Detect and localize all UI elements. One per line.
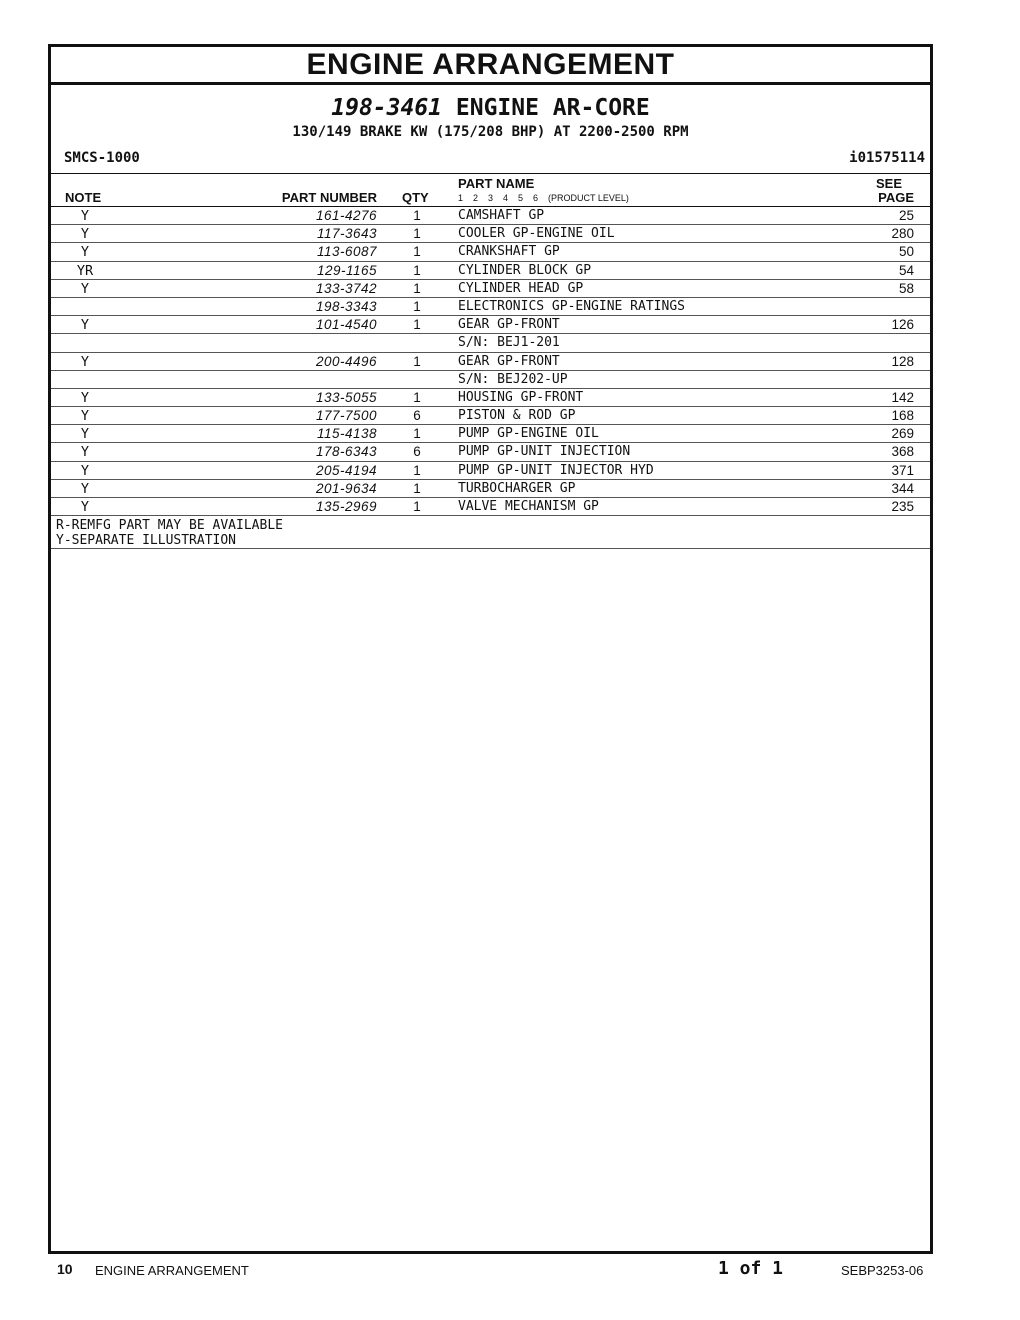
row-part-number: 205-4194 — [315, 462, 377, 478]
row-qty: 1 — [413, 499, 421, 514]
row-see-page: 344 — [891, 480, 914, 496]
row-part-name: TURBOCHARGER GP — [458, 480, 576, 496]
table-row — [51, 407, 930, 425]
row-part-name: GEAR GP-FRONT — [458, 317, 560, 333]
table-row — [51, 207, 930, 225]
row-part-name: CYLINDER HEAD GP — [458, 280, 584, 296]
row-part-number: 117-3643 — [316, 226, 377, 242]
header-qty: QTY — [402, 190, 429, 205]
row-part-number: 115-4138 — [316, 426, 377, 442]
row-part-name: VALVE MECHANISM GP — [458, 499, 599, 514]
table-row — [51, 316, 930, 334]
row-note: Y — [80, 389, 90, 406]
table-row — [51, 243, 930, 261]
row-qty: 1 — [413, 389, 421, 405]
row-qty: 1 — [413, 298, 421, 314]
group-title — [51, 94, 930, 122]
row-qty: 1 — [413, 262, 421, 278]
row-part-number: 177-7500 — [315, 408, 377, 424]
row-part-number: 113-6087 — [316, 244, 377, 260]
row-part-name: HOUSING GP-FRONT — [458, 389, 584, 405]
row-part-name: CAMSHAFT GP — [458, 208, 545, 223]
table-row — [51, 462, 930, 480]
table-header — [51, 174, 930, 207]
row-part-number: 201-9634 — [315, 480, 377, 496]
row-part-number: 133-3742 — [315, 280, 377, 296]
legend-separate-illustration: Y-SEPARATE ILLUSTRATION — [56, 533, 237, 549]
table-row — [51, 498, 930, 516]
row-see-page: 269 — [891, 426, 914, 442]
notes-legend — [51, 516, 930, 549]
row-note: Y — [80, 444, 90, 461]
row-part-number: 133-5055 — [315, 389, 377, 405]
group-name: ENGINE AR-CORE — [442, 95, 650, 121]
smcs-code: SMCS-1000 — [64, 150, 140, 166]
row-part-name: PISTON & ROD GP — [458, 408, 576, 424]
header-page: PAGE — [878, 190, 914, 205]
row-note: Y — [80, 480, 90, 497]
header-note: NOTE — [65, 190, 102, 205]
row-see-page: 25 — [898, 208, 914, 223]
row-note: Y — [80, 208, 90, 224]
table-row — [51, 425, 930, 443]
table-row — [51, 371, 930, 389]
header-part-name: PART NAME — [458, 176, 535, 191]
illustration-id: i01575114 — [849, 150, 925, 166]
row-part-name: S/N: BEJ1-201 — [458, 335, 560, 351]
row-see-page: 58 — [898, 280, 914, 296]
row-note: Y — [80, 226, 90, 243]
table-row — [51, 298, 930, 316]
row-qty: 1 — [413, 426, 421, 442]
engine-rating: 130/149 BRAKE KW (175/208 BHP) AT 2200-2500 RPM — [292, 124, 689, 140]
row-qty: 1 — [413, 226, 421, 242]
table-row — [51, 225, 930, 243]
footer-page-count: 1 of 1 — [718, 1258, 784, 1279]
table-row — [51, 443, 930, 461]
row-note: Y — [80, 280, 90, 297]
row-part-number: 161-4276 — [315, 208, 377, 223]
row-note: Y — [80, 499, 90, 515]
meta-row — [51, 149, 930, 174]
row-see-page: 368 — [891, 444, 914, 460]
row-part-name: CRANKSHAFT GP — [458, 244, 560, 260]
row-part-name: PUMP GP-UNIT INJECTOR HYD — [458, 462, 654, 478]
row-part-name: PUMP GP-ENGINE OIL — [458, 426, 599, 442]
table-row — [51, 262, 930, 280]
parts-table-body — [51, 207, 930, 516]
row-note: YR — [76, 262, 94, 279]
row-part-number: 178-6343 — [315, 444, 377, 460]
row-note: Y — [80, 426, 90, 443]
row-part-number: 129-1165 — [316, 262, 377, 278]
table-row — [51, 353, 930, 371]
row-qty: 6 — [413, 408, 421, 424]
row-part-name: GEAR GP-FRONT — [458, 353, 560, 369]
row-see-page: 50 — [898, 244, 914, 260]
row-qty: 6 — [413, 444, 421, 460]
row-part-name: S/N: BEJ202-UP — [458, 371, 568, 387]
row-see-page: 54 — [898, 262, 914, 278]
row-qty: 1 — [413, 353, 421, 369]
row-see-page: 280 — [891, 226, 914, 242]
table-row — [51, 480, 930, 498]
group-part-number: 198-3461 — [331, 95, 443, 121]
row-see-page: 168 — [891, 408, 914, 424]
row-see-page: 128 — [891, 353, 914, 369]
row-qty: 1 — [413, 244, 421, 260]
row-see-page: 371 — [891, 462, 914, 478]
row-part-name: CYLINDER BLOCK GP — [458, 262, 592, 278]
footer-doc-number: SEBP3253-06 — [841, 1263, 924, 1278]
row-note: Y — [80, 353, 90, 370]
footer-page-number: 10 — [57, 1261, 73, 1277]
header-see: SEE — [875, 176, 902, 191]
table-row — [51, 334, 930, 352]
header-product-levels: 1 2 3 4 5 6 (PRODUCT LEVEL) — [458, 193, 629, 203]
row-part-name: COOLER GP-ENGINE OIL — [458, 226, 615, 242]
page-title: ENGINE ARRANGEMENT — [51, 47, 930, 85]
row-note: Y — [80, 408, 90, 425]
row-qty: 1 — [413, 317, 421, 333]
row-note: Y — [80, 244, 90, 261]
row-qty: 1 — [413, 462, 421, 478]
row-part-number: 198-3343 — [315, 298, 377, 314]
table-row — [51, 389, 930, 407]
row-note: Y — [80, 462, 90, 479]
row-part-number: 200-4496 — [315, 353, 377, 369]
row-qty: 1 — [413, 208, 421, 223]
row-part-name: ELECTRONICS GP-ENGINE RATINGS — [458, 298, 685, 314]
legend-remfg: R-REMFG PART MAY BE AVAILABLE — [56, 518, 283, 534]
row-see-page: 142 — [891, 389, 914, 405]
row-see-page: 235 — [891, 499, 914, 514]
row-see-page: 126 — [891, 317, 914, 333]
page-frame — [48, 44, 933, 1254]
row-qty: 1 — [413, 480, 421, 496]
row-note: Y — [80, 317, 90, 334]
footer-section-title: ENGINE ARRANGEMENT — [95, 1263, 249, 1278]
header-part-number: PART NUMBER — [281, 190, 377, 205]
row-part-number: 135-2969 — [315, 499, 377, 514]
row-qty: 1 — [413, 280, 421, 296]
row-part-name: PUMP GP-UNIT INJECTION — [458, 444, 631, 460]
row-part-number: 101-4540 — [315, 317, 377, 333]
table-row — [51, 280, 930, 298]
